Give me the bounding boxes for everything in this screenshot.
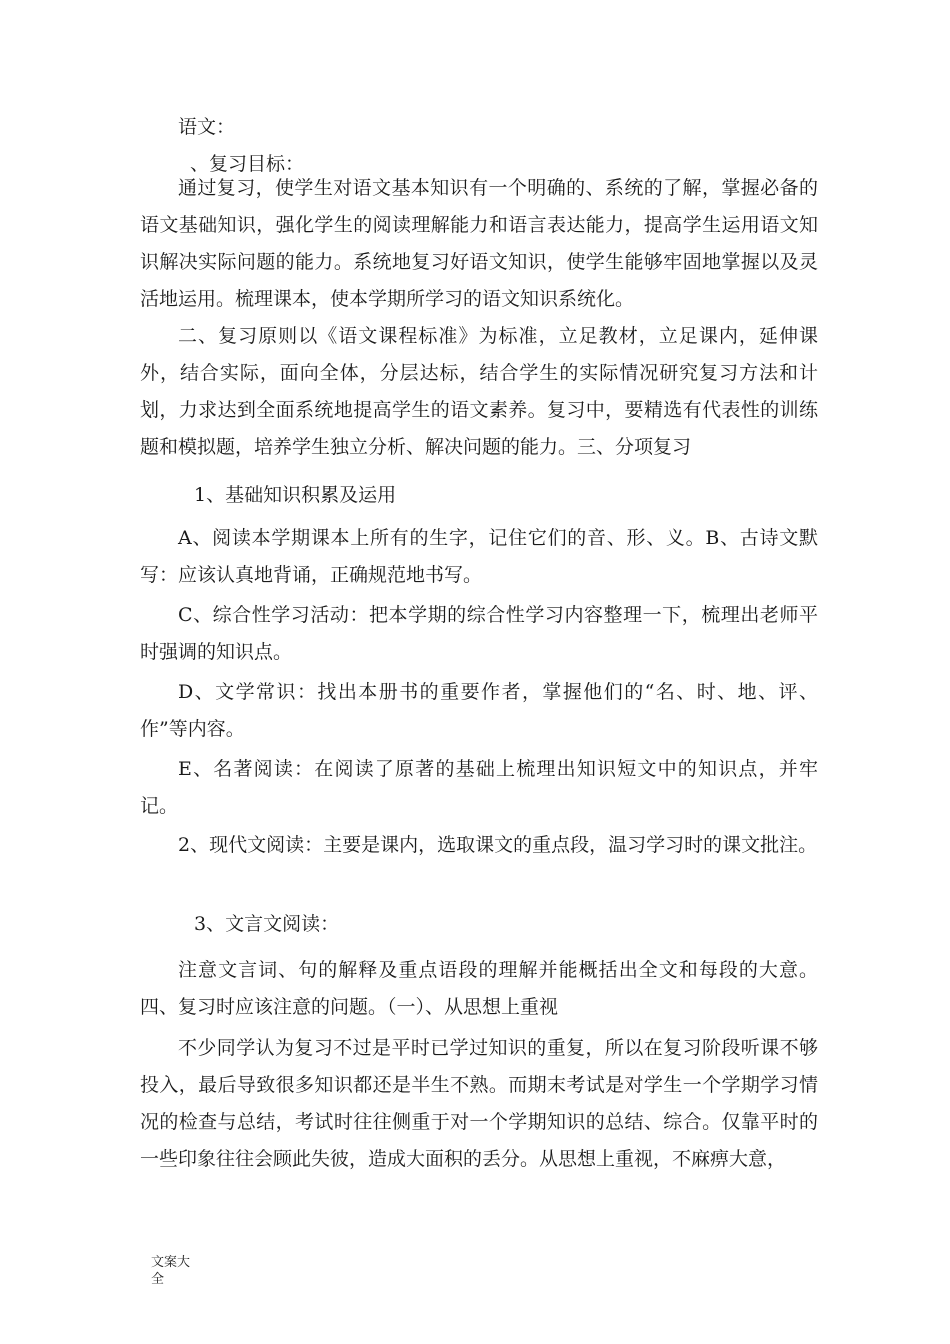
item-d-literature: D、文学常识：找出本册书的重要作者，掌握他们的“名、时、地、评、作”等内容。 xyxy=(140,681,818,740)
item-classical-reading: 3、文言文阅读： xyxy=(194,913,340,935)
item-modern-reading: 2、现代文阅读：主要是课内，选取课文的重点段，温习学习时的课文批注。 xyxy=(178,834,818,856)
heading: 语文： xyxy=(178,116,236,138)
paragraph-review-principles: 二、复习原则以《语文课程标准》为标准，立足教材，立足课内，延伸课外，结合实际，面向全体，分层达标，结合学生的实际情况研究复习方法和计划，力求达到全面系统地提高学生的语文素养。复习中，要精选有代表性的训练题和模拟题，培养学生独立分析、解决问题的能力。三、分项复习 xyxy=(140,325,818,458)
item-a-characters: A、阅读本学期课本上所有的生字，记住它们的音、形、义。B、古诗文默写：应该认真地背诵，正确规范地书写。 xyxy=(140,527,818,586)
footer-label: 文案大全 xyxy=(151,1255,191,1287)
paragraph-review-goals: 通过复习，使学生对语文基本知识有一个明确的、系统的了解，掌握必备的语文基础知识，强化学生的阅读理解能力和语言表达能力，提高学生运用语文知识解决实际问题的能力。系统地复习好语文知识，使学生能够牢固地掌握以及灵活地运用。梳理课本，使本学期所学习的语文知识系统化。 xyxy=(140,177,818,310)
item-basic-knowledge: 1、基础知识积累及运用 xyxy=(194,484,397,506)
item-c-activities: C、综合性学习活动：把本学期的综合性学习内容整理一下，梳理出老师平时强调的知识点。 xyxy=(140,604,818,663)
item-e-classics: E、名著阅读：在阅读了原著的基础上梳理出知识短文中的知识点，并牢记。 xyxy=(140,758,818,817)
paragraph-attitude: 不少同学认为复习不过是平时已学过知识的重复，所以在复习阶段听课不够投入，最后导致很多知识都还是半生不熟。而期末考试是对学生一个学期学习情况的检查与总结，考试时往往侧重于对一个学期知识的总结、综合。仅靠平时的一些印象往往会顾此失彼，造成大面积的丢分。从思想上重视，不麻痹大意， xyxy=(140,1037,818,1170)
section-title-review-goals: 、复习目标： xyxy=(190,153,305,175)
paragraph-classical-notes: 注意文言词、句的解释及重点语段的理解并能概括出全文和每段的大意。四、复习时应该注意的问题。（一）、从思想上重视 xyxy=(140,959,818,1018)
